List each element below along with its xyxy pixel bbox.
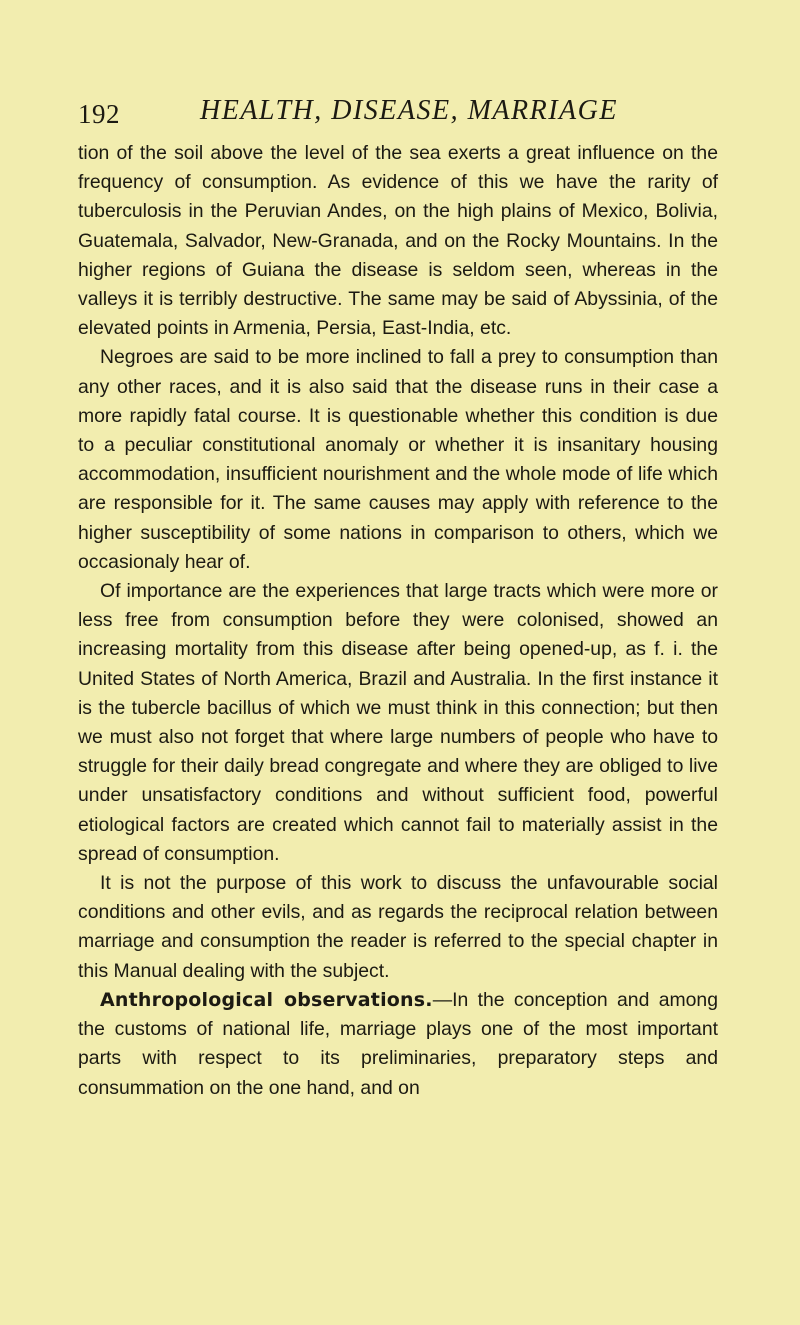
page-number: 192 — [78, 99, 120, 129]
paragraph: Of importance are the experiences that large tracts which were more or less free from consumption before they were colonised, showed an increasing mortality from this disease after being opened-up, as f. i. the United States of North America, Brazil and Australia. In the first instance it is the tubercle bacillus of which we must think in this connection; but then we must also not forget that where large numbers of people who have to struggle for their daily bread congregate and where they are obliged to live under unsatisfactory conditions and without sufficient food, powerful etiological factors are created which cannot fail to materially assist in the spread of consumption. — [78, 580, 718, 865]
book-page — [78, 95, 718, 1103]
body-text — [78, 139, 718, 1103]
paragraph: It is not the purpose of this work to discuss the unfavourable social conditions and other evils, and as regards the reciprocal relation between marriage and consumption the reader is referred to the special chapter in this Manual dealing with the subject. — [78, 872, 718, 982]
paragraph: Negroes are said to be more inclined to fall a prey to consumption than any other races, and it is also said that the disease runs in their case a more rapidly fatal course. It is questionable whether this condition is due to a peculiar constitutional anomaly or whether it is insanitary housing accommodation, insufficient nourishment and the whole mode of life which are responsible for it. The same causes may apply with reference to the higher susceptibility of some nations in comparison to others, which we occasionaly hear of. — [78, 346, 718, 573]
paragraph-continued: tion of the soil above the level of the sea exerts a great influence on the frequency of consumption. As evidence of this we have the rarity of tuberculosis in the Peruvian Andes, on the high plains of Mexico, Bolivia, Guatemala, Salvador, New-Granada, and on the Rocky Mountains. In the higher regions of Guiana the disease is seldom seen, whereas in the valleys it is terribly destructive. The same may be said of Abyssinia, of the elevated points in Armenia, Persia, East-India, etc. — [78, 142, 718, 340]
section-heading: Anthropological observations. — [100, 988, 433, 1011]
section-text: —In the conception and among the customs of national life, marriage plays one of the most important parts with respect to its preliminaries, preparatory steps and consummation on the one hand, and on — [78, 988, 718, 1099]
section-paragraph — [78, 986, 718, 1103]
running-head — [78, 95, 718, 139]
running-title: HEALTH, DISEASE, MARRIAGE — [200, 95, 618, 126]
